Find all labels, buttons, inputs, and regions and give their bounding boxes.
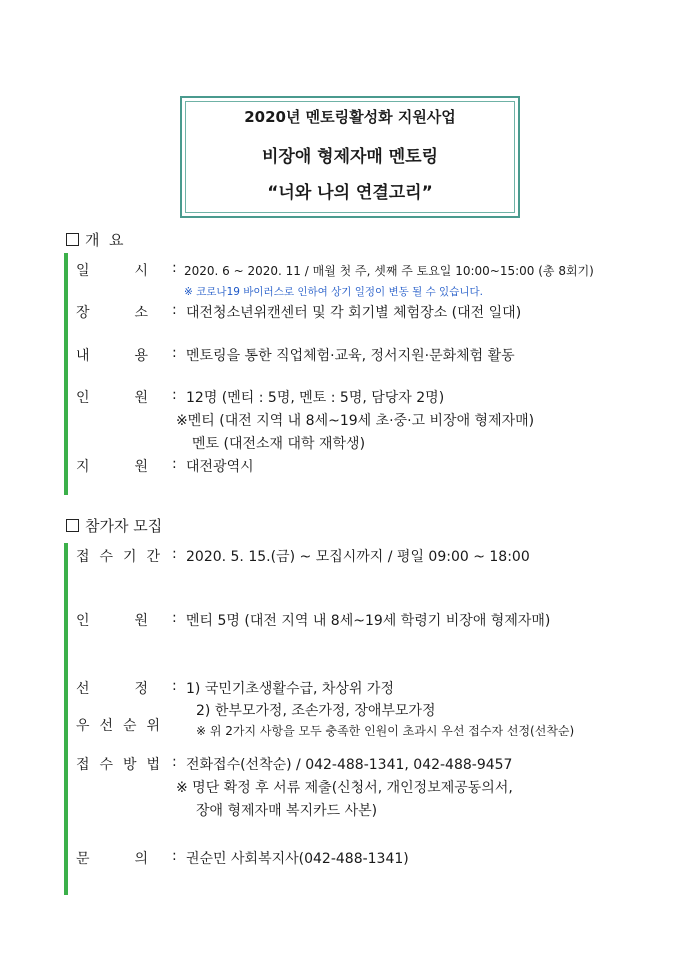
- overview-heading: 개 요: [66, 229, 124, 250]
- checkbox-square-icon: [66, 233, 79, 246]
- label-selection: 선 정: [76, 681, 148, 697]
- title-line-1: 2020년 멘토링활성화 지원사업: [244, 108, 456, 126]
- note-selection: ※ 위 2가지 사항을 모두 충족한 인원이 초과시 우선 접수자 선정(선착순): [196, 724, 575, 738]
- value-contact: 권순민 사회복지사(042-488-1341): [186, 851, 409, 867]
- value-recruit-people: 멘티 5명 (대전 지역 내 8세~19세 학령기 비장애 형제자매): [186, 613, 551, 629]
- title-box: [180, 96, 520, 218]
- value-selection-1: 1) 국민기초생활수급, 차상위 가정: [186, 681, 394, 697]
- label-priority: 우 선 순 위: [76, 718, 160, 734]
- value-recruit-period: 2020. 5. 15.(금) ~ 모집시까지 / 평일 09:00 ~ 18:00: [186, 549, 530, 565]
- value-method-note-2: 장애 형제자매 복지카드 사본): [196, 803, 378, 819]
- checkbox-square-icon: [66, 519, 79, 532]
- value-people-mentee: ※멘티 (대전 지역 내 8세~19세 초·중·고 비장애 형제자매): [176, 413, 535, 429]
- value-people-mentor: 멘토 (대전소재 대학 재학생): [192, 436, 366, 452]
- value-people: 12명 (멘티 : 5명, 멘토 : 5명, 담당자 2명): [186, 390, 445, 406]
- note-covid: ※ 코로나19 바이러스로 인하여 상기 일정이 변동 될 수 있습니다.: [184, 286, 483, 298]
- label-place: 장 소: [76, 305, 148, 321]
- recruit-heading: 참가자 모집: [66, 515, 162, 536]
- label-recruit-period: 접 수 기 간: [76, 549, 160, 565]
- value-method-note-1: ※ 명단 확정 후 서류 제출(신청서, 개인정보제공동의서,: [176, 780, 513, 796]
- label-people: 인 원: [76, 390, 148, 406]
- label-period: 일 시: [76, 263, 148, 279]
- label-contact: 문 의: [76, 851, 148, 867]
- overview-accent-bar: [64, 253, 68, 495]
- label-content: 내 용: [76, 348, 148, 364]
- value-period: 2020. 6 ~ 2020. 11 / 매월 첫 주, 셋째 주 토요일 10:00~15:00 (총 8회기): [184, 264, 594, 278]
- value-place: 대전청소년위캔센터 및 각 회기별 체험장소 (대전 일대): [186, 305, 522, 321]
- recruit-accent-bar: [64, 543, 68, 895]
- label-support: 지 원: [76, 459, 148, 475]
- label-method: 접 수 방 법: [76, 757, 160, 773]
- value-selection-2: 2) 한부모가정, 조손가정, 장애부모가정: [196, 703, 436, 719]
- title-line-2: 비장애 형제자매 멘토링: [261, 147, 439, 167]
- label-recruit-people: 인 원: [76, 613, 148, 629]
- value-content: 멘토링을 통한 직업체험·교육, 정서지원·문화체험 활동: [186, 348, 515, 364]
- title-line-3: “너와 나의 연결고리”: [267, 183, 433, 203]
- value-method: 전화접수(선착순) / 042-488-1341, 042-488-9457: [186, 757, 513, 773]
- value-support: 대전광역시: [186, 459, 254, 475]
